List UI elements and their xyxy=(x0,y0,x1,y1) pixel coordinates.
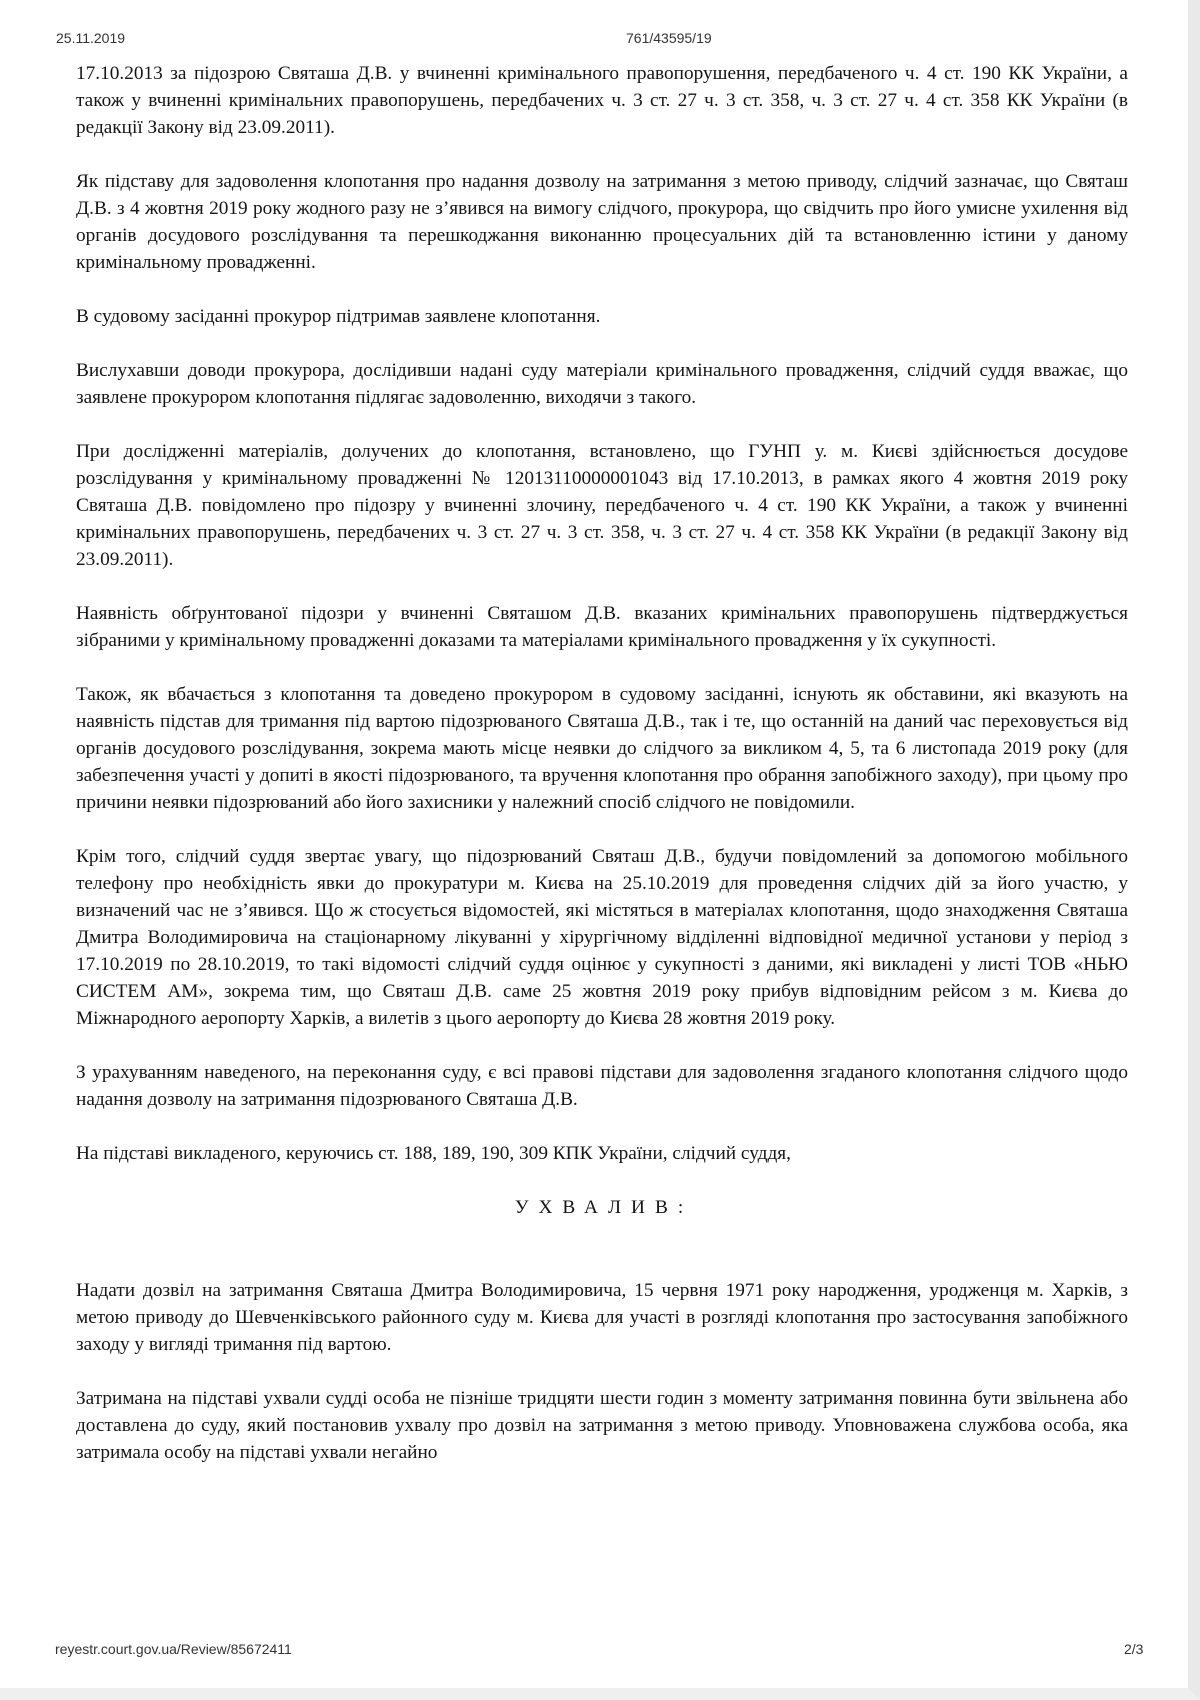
header-doc-number: 761/43595/19 xyxy=(626,30,712,46)
paragraph: Наявність обґрунтованої підозри у вчиненні Святашом Д.В. вказаних кримінальних правопорушень підтверджується зібраними у кримінальному провадженні доказами та матеріалами кримінального провадження у їх сукупності. xyxy=(76,603,1128,651)
paragraph: На підставі викладеного, керуючись ст. 188, 189, 190, 309 КПК України, слідчий суддя, xyxy=(76,1143,791,1164)
ruling-paragraph: Надати дозвіл на затримання Святаша Дмитра Володимировича, 15 червня 1971 року народження, уродженця м. Харків, з метою приводу до Шевченківського районного суду м. Києва для участі в розгляді клопотання про застосування запобіжного заходу у вигляді тримання під вартою. xyxy=(76,1280,1128,1355)
paragraph: Крім того, слідчий суддя звертає увагу, що підозрюваний Святаш Д.В., будучи повідомлений за допомогою мобільного телефону про необхідність явки до прокуратури м. Києва на 25.10.2019 для проведення слідчих дій за його участю, у визначений час не з’явився. Що ж стосується відомостей, які містяться в матеріалах клопотання, щодо знаходження Святаша Дмитра Володимировича на стаціонарному лікуванні у хірургічному відділенні відповідної медичної установи у період з 17.10.2019 по 28.10.2019, то такі відомості слідчий суддя оцінює у сукупності з даними, які викладені у листі ТОВ «НЬЮ СИСТЕМ АМ», зокрема тим, що Святаш Д.В. саме 25 жовтня 2019 року прибув відповідним рейсом з м. Києва до Міжнародного аеропорту Харків, а вилетів з цього аеропорту до Києва 28 жовтня 2019 року. xyxy=(76,846,1128,1029)
paragraph: Як підставу для задоволення клопотання про надання дозволу на затримання з метою приводу, слідчий зазначає, що Святаш Д.В. з 4 жовтня 2019 року жодного разу не з’явився на вимогу слідчого, прокурора, що свідчить про його умисне ухилення від органів досудового розслідування та перешкоджання виконанню процесуальних дій та встановленню істини у даному кримінальному провадженні. xyxy=(76,171,1128,273)
paragraph: З урахуванням наведеного, на переконання суду, є всі правові підстави для задоволення згаданого клопотання слідчого щодо надання дозволу на затримання підозрюваного Святаша Д.В. xyxy=(76,1062,1128,1110)
paragraph: При дослідженні матеріалів, долучених до клопотання, встановлено, що ГУНП у. м. Києві здійснюється досудове розслідування у кримінальному провадженні № 12013110000001043 від 17.10.2013, в рамках якого 4 жовтня 2019 року Святаша Д.В. повідомлено про підозру у вчиненні злочину, передбаченого ч. 4 ст. 190 КК України, а також у вчиненні кримінальних правопорушень, передбачених ч. 3 ст. 27 ч. 3 ст. 358, ч. 3 ст. 27 ч. 4 ст. 358 КК України (в редакції Закону від 23.09.2011). xyxy=(76,441,1128,570)
footer-source-url: reyestr.court.gov.ua/Review/85672411 xyxy=(55,1641,292,1657)
header-date: 25.11.2019 xyxy=(56,30,126,46)
paragraph: 17.10.2013 за підозрою Святаша Д.В. у вчиненні кримінального правопорушення, передбаченого ч. 4 ст. 190 КК України, а також у вчиненні кримінальних правопорушень, передбачених ч. 3 ст. 27 ч. 3 ст. 358, ч. 3 ст. 27 ч. 4 ст. 358 КК України (в редакції Закону від 23.09.2011). xyxy=(76,63,1128,138)
document-body xyxy=(76,60,1128,1466)
paragraph: Вислухавши доводи прокурора, дослідивши надані суду матеріали кримінального провадження, слідчий суддя вважає, що заявлене прокурором клопотання підлягає задоволенню, виходячи з такого. xyxy=(76,360,1128,408)
paragraph: Також, як вбачається з клопотання та доведено прокурором в судовому засіданні, існують як обставини, які вказують на наявність підстав для тримання під вартою підозрюваного Святаша Д.В., так і те, що останній на даний час переховується від органів досудового розслідування, зокрема мають місце неявки до слідчого за викликом 4, 5, та 6 листопада 2019 року (для забезпечення участі у допиті в якості підозрюваного, та вручення клопотання про обрання запобіжного заходу), при цьому про причини неявки підозрюваний або його захисники у належний спосіб слідчого не повідомили. xyxy=(76,684,1128,813)
footer-page-number: 2/3 xyxy=(1124,1641,1144,1657)
paragraph: В судовому засіданні прокурор підтримав заявлене клопотання. xyxy=(76,306,601,327)
ruling-heading: УХВАЛИВ: xyxy=(514,1197,694,1218)
ruling-paragraph: Затримана на підставі ухвали судді особа не пізніше тридцяти шести годин з моменту затримання повинна бути звільнена або доставлена до суду, який постановив ухвалу про дозвіл на затримання з метою приводу. Уповноважена службова особа, яка затримала особу на підставі ухвали негайно xyxy=(76,1388,1128,1463)
